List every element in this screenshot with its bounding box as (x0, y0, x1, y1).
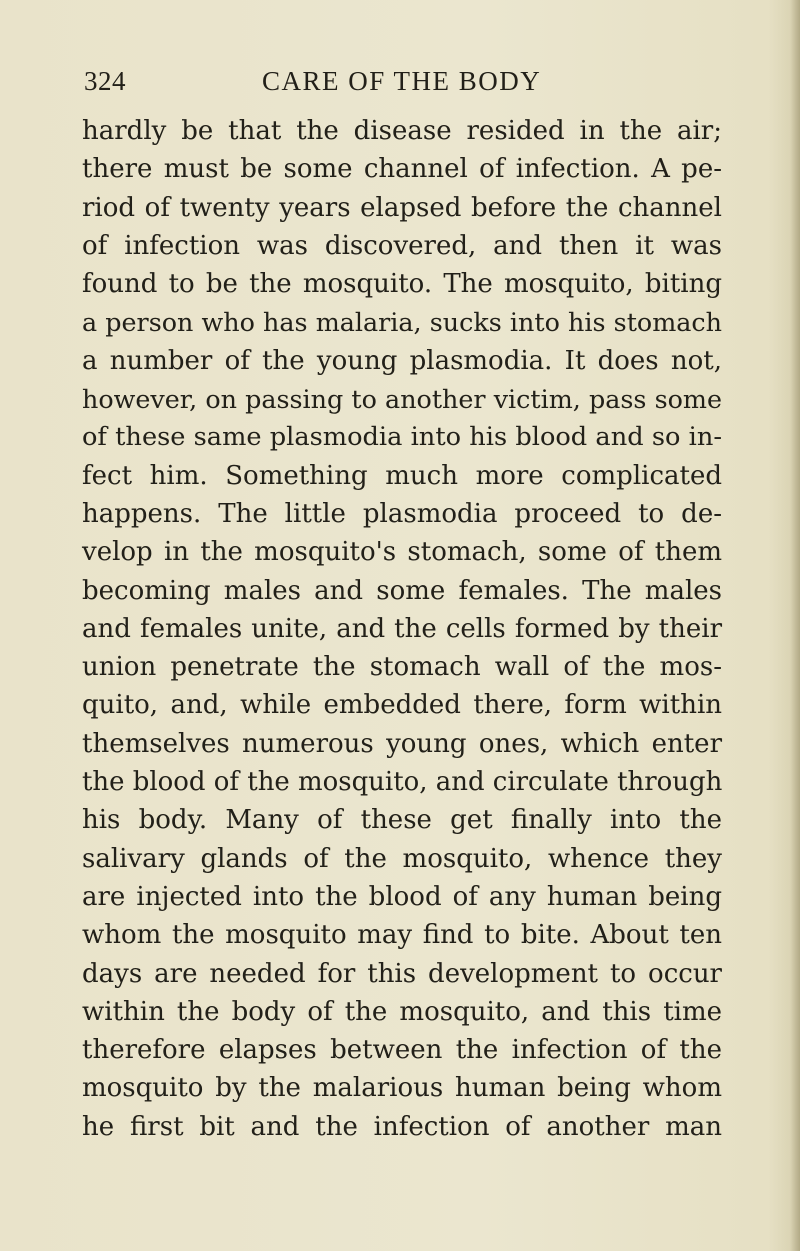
text-line: and females unite, and the cells formed by their (82, 613, 722, 644)
text-line: salivary glands of the mosquito, whence they (82, 843, 722, 874)
text-line: riod of twenty years elapsed before the channel (82, 192, 722, 223)
body-text (82, 112, 722, 1146)
text-line: therefore elapses between the infection of the (82, 1035, 722, 1066)
text-line: becoming males and some females. The males (82, 575, 722, 606)
page-header (84, 66, 704, 106)
text-line: quito, and, while embedded there, form within (82, 690, 722, 721)
text-line: happens. The little plasmodia proceed to de- (82, 498, 722, 529)
text-line: hardly be that the disease resided in the air; (82, 116, 722, 146)
page-edge-shadow (790, 0, 800, 1251)
text-line: his body. Many of these get finally into the (82, 805, 722, 836)
text-line: the blood of the mosquito, and circulate through (82, 767, 723, 798)
running-head: CARE OF THE BODY (262, 66, 542, 96)
text-line: of infection was discovered, and then it was (82, 230, 722, 261)
text-line: he first bit and the infection of another man (82, 1111, 722, 1142)
page-number: 324 (84, 66, 126, 96)
text-line: fect him. Something much more complicated (82, 460, 722, 491)
text-line: however, on passing to another victim, pass some (82, 384, 722, 415)
text-line: are injected into the blood of any human being (82, 881, 722, 912)
text-line: themselves numerous young ones, which enter (82, 728, 722, 759)
text-line: whom the mosquito may find to bite. About ten (82, 920, 722, 951)
text-line: velop in the mosquito's stomach, some of them (82, 537, 722, 568)
text-line: mosquito by the malarious human being whom (82, 1073, 722, 1104)
text-line: a person who has malaria, sucks into his stomach (82, 307, 722, 338)
text-line: days are needed for this development to occur (82, 958, 722, 989)
text-line: union penetrate the stomach wall of the mos- (82, 652, 722, 683)
text-line: of these same plasmodia into his blood and so in- (82, 422, 722, 453)
text-line: there must be some channel of infection. A pe- (82, 154, 722, 185)
text-line: within the body of the mosquito, and this time (82, 996, 722, 1027)
text-line: a number of the young plasmodia. It does not, (82, 345, 722, 376)
text-line: found to be the mosquito. The mosquito, biting (82, 269, 722, 300)
